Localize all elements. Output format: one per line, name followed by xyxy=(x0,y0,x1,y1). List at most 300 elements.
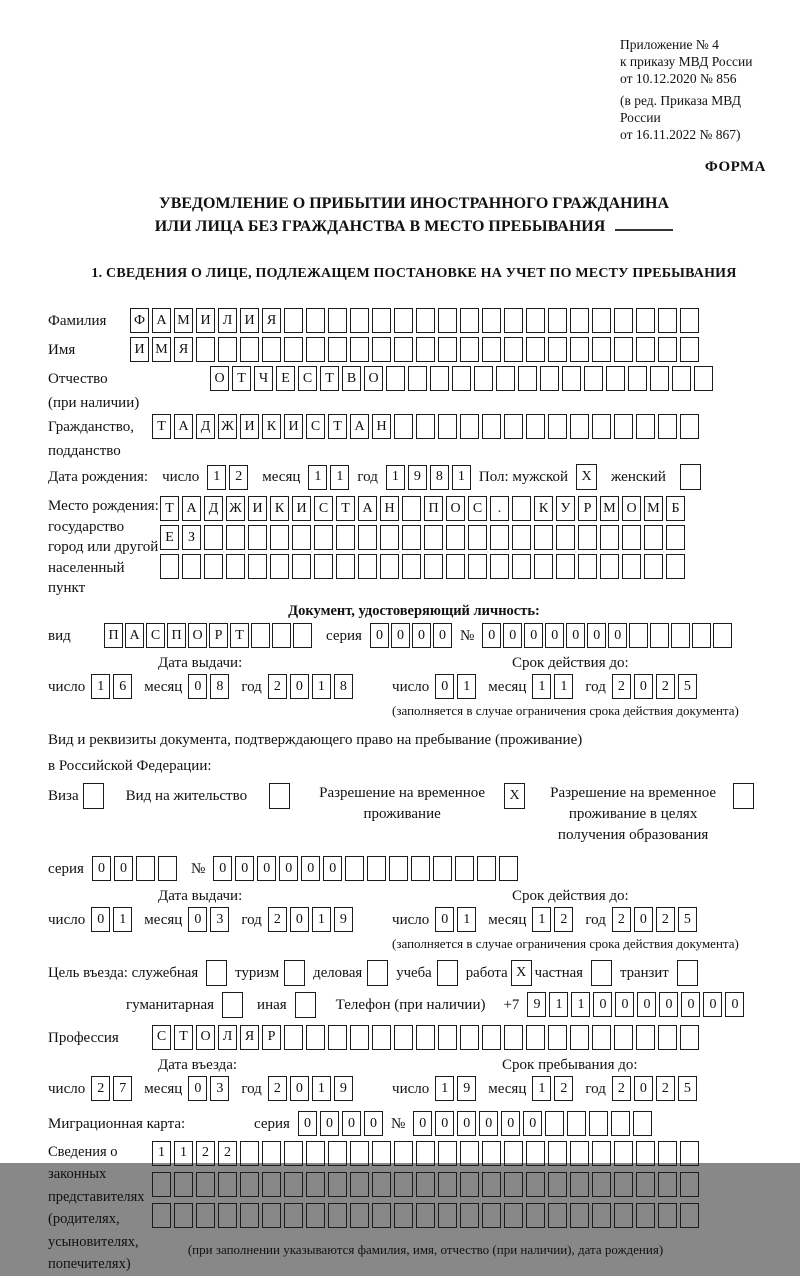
char-cell[interactable]: 1 xyxy=(312,907,331,932)
char-cell[interactable]: 0 xyxy=(435,907,454,932)
char-cell[interactable] xyxy=(606,366,625,391)
char-cell[interactable] xyxy=(345,856,364,881)
char-cell[interactable]: И xyxy=(284,414,303,439)
char-cell[interactable]: Е xyxy=(276,366,295,391)
char-cell[interactable]: Ф xyxy=(130,308,149,333)
char-cell[interactable] xyxy=(680,1025,699,1050)
char-cell[interactable]: О xyxy=(622,496,641,521)
char-cell[interactable] xyxy=(548,337,567,362)
char-cell[interactable] xyxy=(614,308,633,333)
char-cell[interactable]: И xyxy=(240,414,259,439)
char-cell[interactable]: К xyxy=(534,496,553,521)
char-cell[interactable]: 1 xyxy=(532,907,551,932)
char-cell[interactable]: 1 xyxy=(113,907,132,932)
char-cell[interactable] xyxy=(534,525,553,550)
char-cell[interactable] xyxy=(570,308,589,333)
char-cell[interactable]: Т xyxy=(336,496,355,521)
char-cell[interactable] xyxy=(438,1172,457,1197)
char-cell[interactable]: С xyxy=(146,623,165,648)
char-cell[interactable] xyxy=(328,308,347,333)
char-cell[interactable]: О xyxy=(446,496,465,521)
char-cell[interactable]: 1 xyxy=(152,1141,171,1166)
char-cell[interactable]: Я xyxy=(174,337,193,362)
char-cell[interactable] xyxy=(548,1172,567,1197)
char-cell[interactable]: О xyxy=(210,366,229,391)
char-cell[interactable] xyxy=(372,337,391,362)
char-cell[interactable]: 0 xyxy=(91,907,110,932)
char-cell[interactable]: Я xyxy=(240,1025,259,1050)
char-cell[interactable]: И xyxy=(196,308,215,333)
char-cell[interactable] xyxy=(680,1203,699,1228)
char-cell[interactable] xyxy=(226,525,245,550)
char-cell[interactable] xyxy=(622,554,641,579)
char-cell[interactable]: 0 xyxy=(593,992,612,1017)
char-cell[interactable] xyxy=(600,554,619,579)
char-cell[interactable]: 0 xyxy=(435,674,454,699)
temp-residence-edu-checkbox[interactable] xyxy=(733,783,754,809)
char-cell[interactable] xyxy=(306,1141,325,1166)
char-cell[interactable] xyxy=(314,525,333,550)
char-cell[interactable]: М xyxy=(600,496,619,521)
char-cell[interactable] xyxy=(567,1111,586,1136)
char-cell[interactable] xyxy=(526,1172,545,1197)
char-cell[interactable] xyxy=(636,414,655,439)
char-cell[interactable]: 0 xyxy=(391,623,410,648)
char-cell[interactable] xyxy=(350,337,369,362)
char-cell[interactable]: 0 xyxy=(320,1111,339,1136)
char-cell[interactable] xyxy=(518,366,537,391)
char-cell[interactable] xyxy=(438,1141,457,1166)
char-cell[interactable]: А xyxy=(350,414,369,439)
char-cell[interactable]: Е xyxy=(160,525,179,550)
char-cell[interactable] xyxy=(680,337,699,362)
char-cell[interactable]: 1 xyxy=(308,465,327,490)
char-cell[interactable] xyxy=(629,623,648,648)
char-cell[interactable] xyxy=(592,337,611,362)
char-cell[interactable] xyxy=(622,525,641,550)
char-cell[interactable]: А xyxy=(358,496,377,521)
char-cell[interactable] xyxy=(272,623,291,648)
char-cell[interactable] xyxy=(394,308,413,333)
char-cell[interactable] xyxy=(526,1141,545,1166)
char-cell[interactable]: О xyxy=(364,366,383,391)
char-cell[interactable] xyxy=(570,414,589,439)
char-cell[interactable] xyxy=(592,1141,611,1166)
char-cell[interactable]: 2 xyxy=(656,674,675,699)
char-cell[interactable] xyxy=(152,1172,171,1197)
char-cell[interactable] xyxy=(526,308,545,333)
male-checkbox[interactable]: X xyxy=(576,464,597,490)
char-cell[interactable] xyxy=(248,554,267,579)
char-cell[interactable] xyxy=(666,554,685,579)
char-cell[interactable] xyxy=(666,525,685,550)
char-cell[interactable]: Д xyxy=(196,414,215,439)
char-cell[interactable]: 0 xyxy=(482,623,501,648)
char-cell[interactable] xyxy=(248,525,267,550)
char-cell[interactable] xyxy=(680,1141,699,1166)
char-cell[interactable] xyxy=(600,525,619,550)
char-cell[interactable] xyxy=(644,554,663,579)
char-cell[interactable] xyxy=(182,554,201,579)
char-cell[interactable] xyxy=(262,1172,281,1197)
char-cell[interactable]: 0 xyxy=(566,623,585,648)
char-cell[interactable] xyxy=(680,1172,699,1197)
visa-checkbox[interactable] xyxy=(83,783,104,809)
char-cell[interactable] xyxy=(482,414,501,439)
char-cell[interactable]: У xyxy=(556,496,575,521)
char-cell[interactable]: 0 xyxy=(412,623,431,648)
char-cell[interactable]: 0 xyxy=(298,1111,317,1136)
char-cell[interactable] xyxy=(284,1203,303,1228)
char-cell[interactable] xyxy=(416,1203,435,1228)
char-cell[interactable] xyxy=(196,1203,215,1228)
char-cell[interactable] xyxy=(328,1172,347,1197)
char-cell[interactable]: 1 xyxy=(386,465,405,490)
char-cell[interactable]: К xyxy=(270,496,289,521)
char-cell[interactable] xyxy=(482,337,501,362)
char-cell[interactable] xyxy=(438,1025,457,1050)
char-cell[interactable]: 0 xyxy=(290,674,309,699)
char-cell[interactable]: М xyxy=(152,337,171,362)
char-cell[interactable]: 0 xyxy=(608,623,627,648)
char-cell[interactable] xyxy=(358,525,377,550)
char-cell[interactable]: З xyxy=(182,525,201,550)
char-cell[interactable]: А xyxy=(125,623,144,648)
char-cell[interactable]: 8 xyxy=(334,674,353,699)
char-cell[interactable]: П xyxy=(167,623,186,648)
char-cell[interactable] xyxy=(367,856,386,881)
char-cell[interactable] xyxy=(372,1141,391,1166)
char-cell[interactable] xyxy=(350,1172,369,1197)
char-cell[interactable]: Л xyxy=(218,308,237,333)
char-cell[interactable] xyxy=(218,1172,237,1197)
char-cell[interactable]: 8 xyxy=(210,674,229,699)
char-cell[interactable]: 0 xyxy=(290,907,309,932)
char-cell[interactable]: 0 xyxy=(634,1076,653,1101)
char-cell[interactable]: 0 xyxy=(188,907,207,932)
char-cell[interactable] xyxy=(350,1025,369,1050)
char-cell[interactable] xyxy=(460,414,479,439)
char-cell[interactable]: 1 xyxy=(91,674,110,699)
char-cell[interactable]: М xyxy=(174,308,193,333)
char-cell[interactable] xyxy=(460,1025,479,1050)
char-cell[interactable] xyxy=(548,1141,567,1166)
char-cell[interactable] xyxy=(424,554,443,579)
char-cell[interactable] xyxy=(328,1141,347,1166)
char-cell[interactable] xyxy=(614,414,633,439)
char-cell[interactable] xyxy=(240,1141,259,1166)
char-cell[interactable] xyxy=(292,554,311,579)
char-cell[interactable] xyxy=(350,308,369,333)
char-cell[interactable] xyxy=(526,1025,545,1050)
char-cell[interactable] xyxy=(692,623,711,648)
char-cell[interactable] xyxy=(380,525,399,550)
char-cell[interactable]: 5 xyxy=(678,907,697,932)
char-cell[interactable]: Б xyxy=(666,496,685,521)
char-cell[interactable]: А xyxy=(174,414,193,439)
char-cell[interactable]: С xyxy=(306,414,325,439)
char-cell[interactable]: О xyxy=(188,623,207,648)
char-cell[interactable] xyxy=(251,623,270,648)
char-cell[interactable] xyxy=(592,1172,611,1197)
char-cell[interactable] xyxy=(570,337,589,362)
char-cell[interactable] xyxy=(284,1025,303,1050)
char-cell[interactable]: 0 xyxy=(545,623,564,648)
char-cell[interactable]: О xyxy=(196,1025,215,1050)
char-cell[interactable] xyxy=(592,414,611,439)
char-cell[interactable] xyxy=(614,337,633,362)
char-cell[interactable]: 1 xyxy=(435,1076,454,1101)
char-cell[interactable]: 2 xyxy=(612,1076,631,1101)
char-cell[interactable] xyxy=(416,308,435,333)
char-cell[interactable] xyxy=(204,525,223,550)
char-cell[interactable] xyxy=(658,1025,677,1050)
char-cell[interactable] xyxy=(460,1203,479,1228)
char-cell[interactable] xyxy=(158,856,177,881)
char-cell[interactable] xyxy=(284,1172,303,1197)
char-cell[interactable]: 0 xyxy=(637,992,656,1017)
char-cell[interactable] xyxy=(512,554,531,579)
char-cell[interactable] xyxy=(628,366,647,391)
char-cell[interactable]: 2 xyxy=(196,1141,215,1166)
humanitarian-checkbox[interactable] xyxy=(222,992,243,1018)
char-cell[interactable] xyxy=(644,525,663,550)
char-cell[interactable] xyxy=(226,554,245,579)
char-cell[interactable]: 2 xyxy=(656,907,675,932)
char-cell[interactable]: 0 xyxy=(501,1111,520,1136)
char-cell[interactable] xyxy=(636,1025,655,1050)
char-cell[interactable]: 1 xyxy=(330,465,349,490)
char-cell[interactable]: 0 xyxy=(703,992,722,1017)
char-cell[interactable] xyxy=(482,1025,501,1050)
char-cell[interactable] xyxy=(504,337,523,362)
char-cell[interactable] xyxy=(636,1141,655,1166)
char-cell[interactable] xyxy=(490,525,509,550)
char-cell[interactable] xyxy=(482,1203,501,1228)
char-cell[interactable] xyxy=(548,308,567,333)
char-cell[interactable]: 0 xyxy=(479,1111,498,1136)
char-cell[interactable]: Л xyxy=(218,1025,237,1050)
char-cell[interactable] xyxy=(306,1203,325,1228)
char-cell[interactable]: 1 xyxy=(174,1141,193,1166)
char-cell[interactable] xyxy=(424,525,443,550)
char-cell[interactable] xyxy=(394,414,413,439)
char-cell[interactable] xyxy=(174,1203,193,1228)
char-cell[interactable]: С xyxy=(298,366,317,391)
char-cell[interactable]: 0 xyxy=(435,1111,454,1136)
char-cell[interactable] xyxy=(460,308,479,333)
char-cell[interactable] xyxy=(468,554,487,579)
char-cell[interactable] xyxy=(433,856,452,881)
char-cell[interactable] xyxy=(416,1172,435,1197)
char-cell[interactable] xyxy=(372,1172,391,1197)
char-cell[interactable]: 1 xyxy=(312,674,331,699)
char-cell[interactable] xyxy=(306,1025,325,1050)
char-cell[interactable] xyxy=(548,1203,567,1228)
char-cell[interactable] xyxy=(504,1172,523,1197)
char-cell[interactable]: Т xyxy=(230,623,249,648)
char-cell[interactable] xyxy=(152,1203,171,1228)
char-cell[interactable] xyxy=(240,1203,259,1228)
char-cell[interactable]: 1 xyxy=(312,1076,331,1101)
work-checkbox[interactable]: X xyxy=(511,960,532,986)
char-cell[interactable] xyxy=(386,366,405,391)
char-cell[interactable] xyxy=(416,1141,435,1166)
char-cell[interactable] xyxy=(526,414,545,439)
char-cell[interactable] xyxy=(372,1025,391,1050)
study-checkbox[interactable] xyxy=(437,960,458,986)
char-cell[interactable] xyxy=(394,1025,413,1050)
char-cell[interactable] xyxy=(658,308,677,333)
char-cell[interactable] xyxy=(460,337,479,362)
char-cell[interactable] xyxy=(526,1203,545,1228)
char-cell[interactable] xyxy=(614,1141,633,1166)
char-cell[interactable] xyxy=(633,1111,652,1136)
residence-permit-checkbox[interactable] xyxy=(269,783,290,809)
char-cell[interactable]: 9 xyxy=(408,465,427,490)
char-cell[interactable]: 0 xyxy=(615,992,634,1017)
char-cell[interactable]: М xyxy=(644,496,663,521)
char-cell[interactable] xyxy=(402,496,421,521)
char-cell[interactable]: Т xyxy=(174,1025,193,1050)
temp-residence-checkbox[interactable]: X xyxy=(504,783,525,809)
char-cell[interactable] xyxy=(512,525,531,550)
char-cell[interactable]: А xyxy=(152,308,171,333)
char-cell[interactable] xyxy=(672,366,691,391)
char-cell[interactable] xyxy=(452,366,471,391)
char-cell[interactable]: 2 xyxy=(612,907,631,932)
char-cell[interactable]: 1 xyxy=(571,992,590,1017)
char-cell[interactable]: 0 xyxy=(634,907,653,932)
char-cell[interactable] xyxy=(570,1203,589,1228)
char-cell[interactable]: Т xyxy=(328,414,347,439)
char-cell[interactable]: А xyxy=(182,496,201,521)
char-cell[interactable] xyxy=(394,1203,413,1228)
char-cell[interactable] xyxy=(680,414,699,439)
char-cell[interactable] xyxy=(402,554,421,579)
char-cell[interactable] xyxy=(694,366,713,391)
char-cell[interactable] xyxy=(556,554,575,579)
char-cell[interactable]: Т xyxy=(320,366,339,391)
char-cell[interactable]: Р xyxy=(578,496,597,521)
char-cell[interactable]: Ж xyxy=(226,496,245,521)
char-cell[interactable] xyxy=(658,414,677,439)
char-cell[interactable]: 0 xyxy=(342,1111,361,1136)
char-cell[interactable]: 0 xyxy=(114,856,133,881)
char-cell[interactable] xyxy=(460,1172,479,1197)
char-cell[interactable] xyxy=(372,1203,391,1228)
char-cell[interactable] xyxy=(671,623,690,648)
char-cell[interactable] xyxy=(490,554,509,579)
char-cell[interactable] xyxy=(658,1172,677,1197)
char-cell[interactable]: 0 xyxy=(413,1111,432,1136)
char-cell[interactable]: Д xyxy=(204,496,223,521)
char-cell[interactable] xyxy=(438,1203,457,1228)
char-cell[interactable]: П xyxy=(104,623,123,648)
char-cell[interactable] xyxy=(512,496,531,521)
char-cell[interactable] xyxy=(650,623,669,648)
char-cell[interactable]: Р xyxy=(262,1025,281,1050)
char-cell[interactable]: 1 xyxy=(554,674,573,699)
char-cell[interactable]: И xyxy=(130,337,149,362)
char-cell[interactable] xyxy=(611,1111,630,1136)
char-cell[interactable] xyxy=(240,1172,259,1197)
char-cell[interactable]: 0 xyxy=(524,623,543,648)
char-cell[interactable] xyxy=(240,337,259,362)
char-cell[interactable]: В xyxy=(342,366,361,391)
char-cell[interactable] xyxy=(496,366,515,391)
char-cell[interactable] xyxy=(411,856,430,881)
char-cell[interactable]: 0 xyxy=(213,856,232,881)
business-checkbox[interactable] xyxy=(367,960,388,986)
char-cell[interactable]: С xyxy=(468,496,487,521)
char-cell[interactable] xyxy=(262,1141,281,1166)
char-cell[interactable] xyxy=(482,308,501,333)
char-cell[interactable] xyxy=(636,337,655,362)
char-cell[interactable]: 0 xyxy=(523,1111,542,1136)
char-cell[interactable] xyxy=(394,1141,413,1166)
char-cell[interactable] xyxy=(394,337,413,362)
char-cell[interactable] xyxy=(578,554,597,579)
char-cell[interactable]: 0 xyxy=(457,1111,476,1136)
char-cell[interactable] xyxy=(499,856,518,881)
char-cell[interactable] xyxy=(636,1203,655,1228)
char-cell[interactable]: Н xyxy=(372,414,391,439)
char-cell[interactable] xyxy=(328,1025,347,1050)
char-cell[interactable] xyxy=(446,554,465,579)
char-cell[interactable]: 0 xyxy=(433,623,452,648)
char-cell[interactable] xyxy=(402,525,421,550)
char-cell[interactable]: И xyxy=(248,496,267,521)
char-cell[interactable] xyxy=(438,414,457,439)
char-cell[interactable] xyxy=(196,1172,215,1197)
char-cell[interactable]: 0 xyxy=(188,674,207,699)
char-cell[interactable]: С xyxy=(152,1025,171,1050)
char-cell[interactable] xyxy=(578,525,597,550)
char-cell[interactable]: Я xyxy=(262,308,281,333)
char-cell[interactable]: И xyxy=(292,496,311,521)
char-cell[interactable] xyxy=(570,1172,589,1197)
char-cell[interactable] xyxy=(284,308,303,333)
char-cell[interactable]: 0 xyxy=(323,856,342,881)
char-cell[interactable]: 2 xyxy=(268,907,287,932)
char-cell[interactable] xyxy=(350,1203,369,1228)
char-cell[interactable] xyxy=(504,1203,523,1228)
char-cell[interactable] xyxy=(548,414,567,439)
char-cell[interactable]: 0 xyxy=(235,856,254,881)
char-cell[interactable] xyxy=(592,1203,611,1228)
char-cell[interactable]: Ж xyxy=(218,414,237,439)
char-cell[interactable]: 0 xyxy=(188,1076,207,1101)
char-cell[interactable] xyxy=(284,1141,303,1166)
char-cell[interactable] xyxy=(614,1172,633,1197)
char-cell[interactable] xyxy=(306,337,325,362)
char-cell[interactable] xyxy=(218,337,237,362)
char-cell[interactable] xyxy=(136,856,155,881)
char-cell[interactable]: 3 xyxy=(210,907,229,932)
char-cell[interactable]: 2 xyxy=(91,1076,110,1101)
char-cell[interactable] xyxy=(314,554,333,579)
female-checkbox[interactable] xyxy=(680,464,701,490)
char-cell[interactable] xyxy=(262,337,281,362)
char-cell[interactable] xyxy=(713,623,732,648)
char-cell[interactable]: 0 xyxy=(659,992,678,1017)
char-cell[interactable] xyxy=(548,1025,567,1050)
char-cell[interactable] xyxy=(526,337,545,362)
char-cell[interactable] xyxy=(636,308,655,333)
char-cell[interactable] xyxy=(504,308,523,333)
char-cell[interactable] xyxy=(284,337,303,362)
